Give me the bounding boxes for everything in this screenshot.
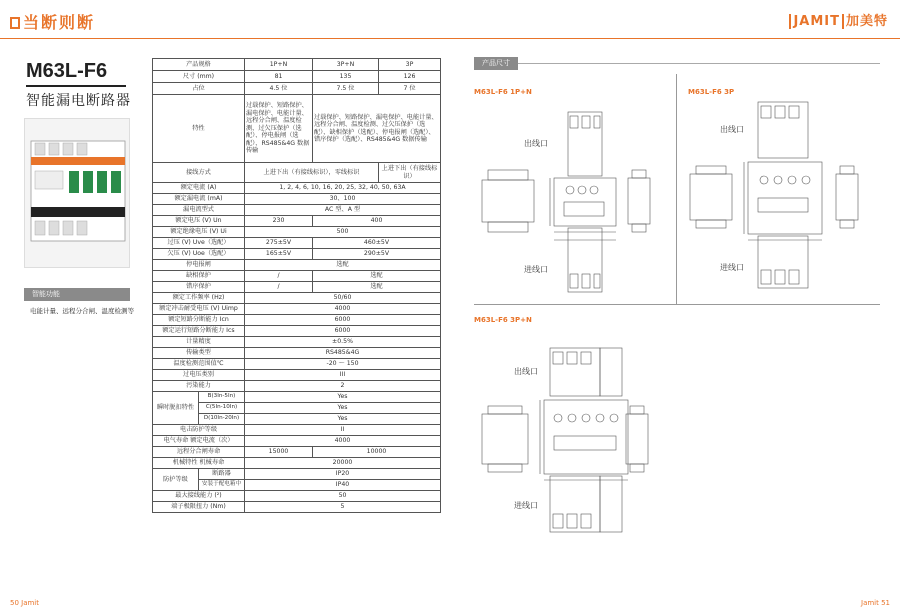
cell: 过载保护、短路保护、漏电保护、电能计量、远程分合闸、温度检测、过欠压保护（选配）、缺相保护（选配）、停电报闸（选配）、错序保护（选配）、RS485&4G 数据传输 xyxy=(313,95,441,163)
row-label: 额定短路分断能力 Icn xyxy=(153,315,245,326)
jamit-mark: JAMIT xyxy=(793,14,840,29)
page-number-left: 50 Jamit xyxy=(10,599,39,607)
cell: 290±5V xyxy=(313,249,441,260)
table-row xyxy=(153,469,441,480)
cell: -20 ～ 150 xyxy=(245,359,441,370)
right-page xyxy=(450,0,900,611)
sub-label: D(10In-20In) xyxy=(199,414,245,425)
function-text: 电能计量、远程分合闸、温度检测等 xyxy=(30,307,134,315)
outlet-label-3pn: 出线口 xyxy=(514,367,538,376)
cell: 2 xyxy=(245,381,441,392)
table-row xyxy=(153,348,441,359)
cell: IP40 xyxy=(245,480,441,491)
table-row xyxy=(153,271,441,282)
row-label: 污染能力 xyxy=(153,381,245,392)
table-row xyxy=(153,83,441,95)
cell: 230 xyxy=(245,216,313,227)
table-row xyxy=(153,392,441,403)
cell: 过载保护、短路保护、漏电保护、电能计量、远程分合闸、温度检测、过欠压保护（选配）、停电报闸（选配）、RS485&4G 数据传输 xyxy=(245,95,313,163)
diagram-title-3pn: M63L-F6 3P+N xyxy=(474,316,532,324)
table-row xyxy=(153,293,441,304)
model-title: M63L-F6 xyxy=(26,60,108,82)
right-brand xyxy=(789,10,888,29)
inlet-label-1pn: 进线口 xyxy=(524,265,548,274)
table-row xyxy=(153,205,441,216)
cell: RS485&4G xyxy=(245,348,441,359)
cell: IP20 xyxy=(245,469,441,480)
table-row xyxy=(153,447,441,458)
table-row xyxy=(153,249,441,260)
cell: ±0.5% xyxy=(245,337,441,348)
row-label: 额定电压 (V) Un xyxy=(153,216,245,227)
row-label: 额定绝缘电压 (V) Ui xyxy=(153,227,245,238)
table-row xyxy=(153,183,441,194)
left-brand-text: 当断则断 xyxy=(23,13,96,32)
tag-rule xyxy=(518,63,880,64)
sub-label: 安装于配电箱中 xyxy=(199,480,245,491)
table-row xyxy=(153,194,441,205)
cell: Yes xyxy=(245,414,441,425)
row-label: 特性 xyxy=(153,95,245,163)
brand-cube-icon xyxy=(10,17,20,29)
table-row xyxy=(153,238,441,249)
table-row xyxy=(153,502,441,513)
row-label: 过电压类别 xyxy=(153,370,245,381)
row-label: 电气寿命 额定电流（次） xyxy=(153,436,245,447)
table-row xyxy=(153,95,441,163)
cell: 6000 xyxy=(245,315,441,326)
outlet-label-3p: 出线口 xyxy=(720,125,744,134)
cell: 1, 2, 4, 6, 10, 16, 20, 25, 32, 40, 50, 63A xyxy=(245,183,441,194)
cell: 上进下出（有接线标识） xyxy=(379,163,441,183)
row-label: 机械特性 机械寿命 xyxy=(153,458,245,469)
table-row xyxy=(153,315,441,326)
col-3p: 3P xyxy=(379,59,441,71)
cell: 50 xyxy=(245,491,441,502)
cell: 400 xyxy=(313,216,441,227)
row-label: 额定电流 (A) xyxy=(153,183,245,194)
cell: 500 xyxy=(245,227,441,238)
model-underline xyxy=(26,85,126,87)
left-brand xyxy=(10,10,95,33)
row-label: 额定工作频率 (Hz) xyxy=(153,293,245,304)
cell: 275±5V xyxy=(245,238,313,249)
outlet-label-1pn: 出线口 xyxy=(524,139,548,148)
cell: 135 xyxy=(313,71,379,83)
cell: 81 xyxy=(245,71,313,83)
row-label: 瞬时脱扣特性 xyxy=(153,392,199,425)
cell: 50/60 xyxy=(245,293,441,304)
cell: 5 xyxy=(245,502,441,513)
inlet-label-3p: 进线口 xyxy=(720,263,744,272)
row-label: 远程分合闸寿命 xyxy=(153,447,245,458)
cell: Yes xyxy=(245,392,441,403)
row-label: 额定冲击耐受电压 (V) Uimp xyxy=(153,304,245,315)
cell: 7.5 位 xyxy=(313,83,379,95)
inlet-label-3pn: 进线口 xyxy=(514,501,538,510)
row-label: 最大接线能力 (²) xyxy=(153,491,245,502)
table-row xyxy=(153,326,441,337)
table-row xyxy=(153,359,441,370)
cell: / xyxy=(245,271,313,282)
cell: 10000 xyxy=(313,447,441,458)
row-label: 欠压 (V) Uoe（选配） xyxy=(153,249,245,260)
row-label: 端子极限扭力 (Nm) xyxy=(153,502,245,513)
row-label: 温度检测范围值℃ xyxy=(153,359,245,370)
cell: 20000 xyxy=(245,458,441,469)
row-label: 停电报闸 xyxy=(153,260,245,271)
cell: 460±5V xyxy=(313,238,441,249)
function-tag: 智能功能 xyxy=(24,288,130,301)
spec-table xyxy=(152,58,441,513)
breaker-illustration xyxy=(25,119,131,269)
row-label: 漏电流型式 xyxy=(153,205,245,216)
row-label: 额定漏电流 (mA) xyxy=(153,194,245,205)
table-row xyxy=(153,71,441,83)
row-label: 占位 xyxy=(153,83,245,95)
table-row xyxy=(153,436,441,447)
jamit-logo-icon xyxy=(789,14,844,29)
cell: 165±5V xyxy=(245,249,313,260)
row-label: 缺相保护 xyxy=(153,271,245,282)
product-photo xyxy=(24,118,130,268)
cell: 4000 xyxy=(245,436,441,447)
col-3pn: 3P+N xyxy=(313,59,379,71)
sub-label: B(3In-5In) xyxy=(199,392,245,403)
table-row xyxy=(153,59,441,71)
row-label: 错序保护 xyxy=(153,282,245,293)
cell: 4000 xyxy=(245,304,441,315)
cell: 选配 xyxy=(313,282,441,293)
cell: II xyxy=(245,425,441,436)
table-row xyxy=(153,458,441,469)
table-row xyxy=(153,381,441,392)
cell: 15000 xyxy=(245,447,313,458)
diagram-divider-h xyxy=(474,304,880,305)
sub-label: C(5In-10In) xyxy=(199,403,245,414)
right-brand-cn: 加美特 xyxy=(845,14,888,29)
table-row xyxy=(153,425,441,436)
table-row xyxy=(153,216,441,227)
row-label: 传输类型 xyxy=(153,348,245,359)
table-row xyxy=(153,163,441,183)
header-cell: 产品规格 xyxy=(153,59,245,71)
cell: 6000 xyxy=(245,326,441,337)
cell: III xyxy=(245,370,441,381)
cell: 30、100 xyxy=(245,194,441,205)
table-row xyxy=(153,282,441,293)
row-label: 防护等级 xyxy=(153,469,199,491)
row-label: 计量精度 xyxy=(153,337,245,348)
cell: Yes xyxy=(245,403,441,414)
cell: 上进下出（有接线标识），零线标识 xyxy=(245,163,379,183)
row-label: 额定运行短路分断能力 Ics xyxy=(153,326,245,337)
product-name: 智能漏电断路器 xyxy=(26,93,131,109)
table-row xyxy=(153,370,441,381)
header-rule-left xyxy=(0,38,450,39)
cell: / xyxy=(245,282,313,293)
sub-label: 断路器 xyxy=(199,469,245,480)
row-label: 电击防护等级 xyxy=(153,425,245,436)
row-label: 接线方式 xyxy=(153,163,245,183)
row-label: 过压 (V) Uve（选配） xyxy=(153,238,245,249)
table-row xyxy=(153,304,441,315)
table-row xyxy=(153,491,441,502)
diagram-title-3p: M63L-F6 3P xyxy=(688,88,735,96)
cell: 选配 xyxy=(313,271,441,282)
header-rule-right xyxy=(450,38,900,39)
row-label: 尺寸 (mm) xyxy=(153,71,245,83)
dimensions-tag: 产品尺寸 xyxy=(474,57,518,70)
page-number-right: Jamit 51 xyxy=(861,599,890,607)
col-1pn: 1P+N xyxy=(245,59,313,71)
cell: 4.5 位 xyxy=(245,83,313,95)
diagram-divider-v xyxy=(676,74,677,304)
cell: 选配 xyxy=(245,260,441,271)
cell: 7 位 xyxy=(379,83,441,95)
table-row xyxy=(153,337,441,348)
diagram-title-1pn: M63L-F6 1P+N xyxy=(474,88,532,96)
table-row xyxy=(153,260,441,271)
table-row xyxy=(153,227,441,238)
cell: 126 xyxy=(379,71,441,83)
cell: AC 型、A 型 xyxy=(245,205,441,216)
